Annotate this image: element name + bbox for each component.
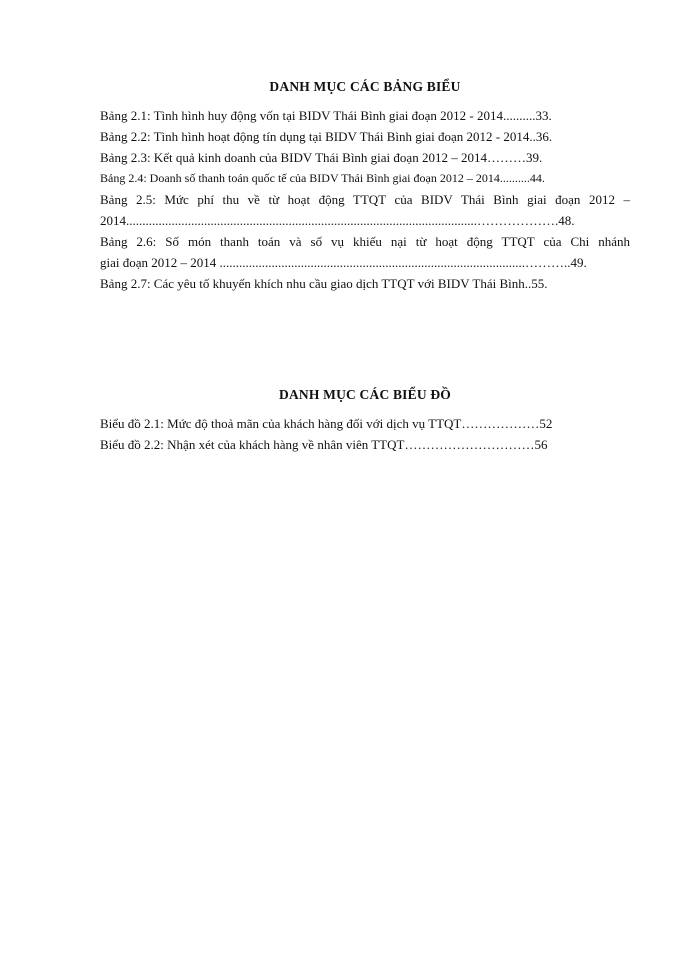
table-entry-2-5-line-1: Bảng 2.5: Mức phí thu về từ hoạt động TTQT của BIDV Thái Bình giai đoạn 2012 – [100,192,630,207]
list-of-charts-heading: DANH MỤC CÁC BIỂU ĐỒ [279,387,451,402]
chart-entry-2-2: Biểu đồ 2.2: Nhận xét của khách hàng về nhân viên TTQT…………………………56 [100,437,548,452]
table-entry-2-4: Bảng 2.4: Doanh số thanh toán quốc tế của BIDV Thái Bình giai đoạn 2012 – 2014..........44. [100,171,545,185]
list-of-tables-heading: DANH MỤC CÁC BẢNG BIỂU [269,79,461,94]
list-of-charts [100,386,630,455]
table-entry-2-1: Bảng 2.1: Tình hình huy động vốn tại BIDV Thái Bình giai đoạn 2012 - 2014..........33. [100,108,552,123]
table-entry-2-6-line-2: giai đoạn 2012 – 2014 ..............................................................................................………..49. [100,255,587,270]
list-of-tables [100,78,630,294]
table-entry-2-7: Bảng 2.7: Các yêu tố khuyến khích nhu cầu giao dịch TTQT với BIDV Thái Bình..55. [100,276,548,291]
table-entry-2-5 [100,189,630,231]
table-entry-2-6 [100,231,630,273]
table-entry-2-6-line-1: Bảng 2.6: Số món thanh toán và số vụ khiếu nại từ hoạt động TTQT của Chi nhánh [100,234,630,249]
table-entry-2-2: Bảng 2.2: Tình hình hoạt động tín dụng tại BIDV Thái Bình giai đoạn 2012 - 2014..36. [100,129,553,144]
chart-entry-2-1: Biểu đồ 2.1: Mức độ thoả mãn của khách hàng đối với dịch vụ TTQT………………52 [100,416,553,431]
table-entry-2-5-line-2: 2014............................................................................................................……………….48. [100,213,575,228]
table-entry-2-3: Bảng 2.3: Kết quả kinh doanh của BIDV Thái Bình giai đoạn 2012 – 2014………39. [100,150,543,165]
